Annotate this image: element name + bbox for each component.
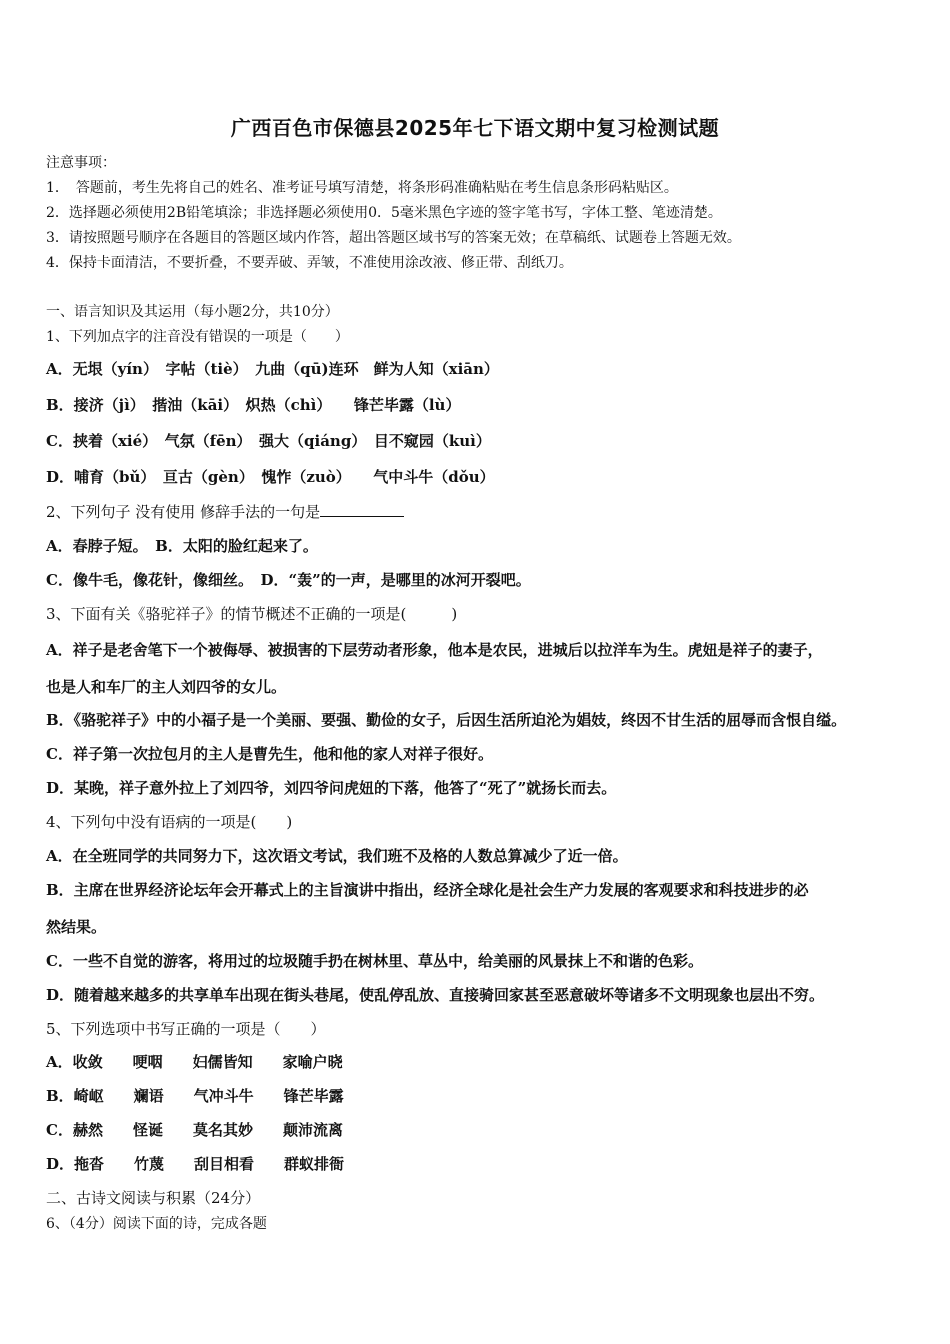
q3-option-a-line1: A．祥子是老舍笔下一个被侮辱、被损害的下层劳动者形象，他本是农民，进城后以拉洋车为生。虎妞是祥子的妻子，: [46, 641, 823, 659]
q1-option-a: A．无垠（yín） 字帖（tiè） 九曲（qū)连环 鲜为人知（xiān）: [46, 360, 499, 378]
q4-stem: 4、下列句中没有语病的一项是( ): [46, 813, 293, 831]
notice-item-3: 3．请按照题号顺序在各题目的答题区域内作答，超出答题区域书写的答案无效；在草稿纸、试题卷上答题无效。: [46, 230, 741, 246]
q2-options-cd: C．像牛毛，像花针，像细丝。 D．“轰”的一声，是哪里的冰河开裂吧。: [46, 571, 531, 589]
q4-option-a: A．在全班同学的共同努力下，这次语文考试，我们班不及格的人数总算减少了近一倍。: [46, 847, 628, 865]
q5-option-d: D．拖沓 竹蔑 刮目相看 群蚁排衙: [46, 1155, 345, 1173]
q1-option-b: B．接济（jì） 揩油（kāi） 炽热（chì） 锋芒毕露（lù）: [46, 396, 461, 414]
q3-stem: 3、下面有关《骆驼祥子》的情节概述不正确的一项是( ): [46, 605, 458, 623]
section2-heading: 二、古诗文阅读与积累（24分）: [46, 1189, 261, 1207]
q5-stem: 5、下列选项中书写正确的一项是（ ）: [46, 1020, 326, 1038]
q5-option-a: A．收敛 哽咽 妇儒皆知 家喻户晓: [46, 1053, 343, 1071]
q6-stem: 6、（4分）阅读下面的诗，完成各题: [46, 1216, 267, 1232]
notice-item-1: 1． 答题前，考生先将自己的姓名、准考证号填写清楚，将条形码准确粘贴在考生信息条形码粘贴区。: [46, 180, 678, 196]
q3-option-a-line2: 也是人和车厂的主人刘四爷的女儿。: [46, 678, 287, 696]
notice-item-2: 2．选择题必须使用2B铅笔填涂；非选择题必须使用0．5毫米黑色字迹的签字笔书写，字体工整、笔迹清楚。: [46, 205, 722, 221]
q5-option-c: C．赫然 怪诞 莫名其妙 颠沛流离: [46, 1121, 343, 1139]
q4-option-b-line1: B．主席在世界经济论坛年会开幕式上的主旨演讲中指出，经济全球化是社会生产力发展的客观要求和科技进步的必: [46, 881, 809, 899]
q2-stem: 2、下列句子 没有使用 修辞手法的一句是: [46, 503, 321, 521]
q3-option-c: C．祥子第一次拉包月的主人是曹先生，他和他的家人对祥子很好。: [46, 745, 493, 763]
q1-option-c: C．挟着（xié） 气氛（fēn） 强大（qiáng） 目不窥园（kuì）: [46, 432, 491, 450]
q2-stem-row: [46, 501, 404, 522]
q4-option-b-line2: 然结果。: [46, 918, 107, 936]
q3-option-d: D．某晚，祥子意外拉上了刘四爷，刘四爷问虎妞的下落，他答了“死了”就扬长而去。: [46, 779, 617, 797]
q4-option-c: C．一些不自觉的游客，将用过的垃圾随手扔在树林里、草丛中，给美丽的风景抹上不和谐的色彩。: [46, 952, 703, 970]
q2-options-ab: A．春脖子短。 B．太阳的脸红起来了。: [46, 537, 318, 555]
q1-stem: 1、下列加点字的注音没有错误的一项是（ ）: [46, 329, 349, 345]
page-title: 广西百色市保德县2025年七下语文期中复习检测试题: [230, 116, 720, 140]
q5-option-b: B．崎岖 斓语 气冲斗牛 锋芒毕露: [46, 1087, 344, 1105]
section1-heading: 一、语言知识及其运用（每小题2分，共10分）: [46, 304, 339, 320]
q4-option-d: D．随着越来越多的共享单车出现在街头巷尾，使乱停乱放、直接骑回家甚至恶意破坏等诸多不文明现象也层出不穷。: [46, 986, 825, 1004]
answer-blank: [320, 502, 404, 517]
notice-item-4: 4．保持卡面清洁，不要折叠，不要弄破、弄皱，不准使用涂改液、修正带、刮纸刀。: [46, 255, 573, 271]
q3-option-b: B．《骆驼祥子》中的小福子是一个美丽、要强、勤俭的女子，后因生活所迫沦为娼妓，终因不甘生活的屈辱而含恨自缢。: [46, 711, 847, 729]
notice-heading: 注意事项：: [46, 155, 116, 171]
q1-option-d: D．哺育（bǔ） 亘古（gèn） 愧怍（zuò） 气中斗牛（dǒu）: [46, 468, 495, 486]
